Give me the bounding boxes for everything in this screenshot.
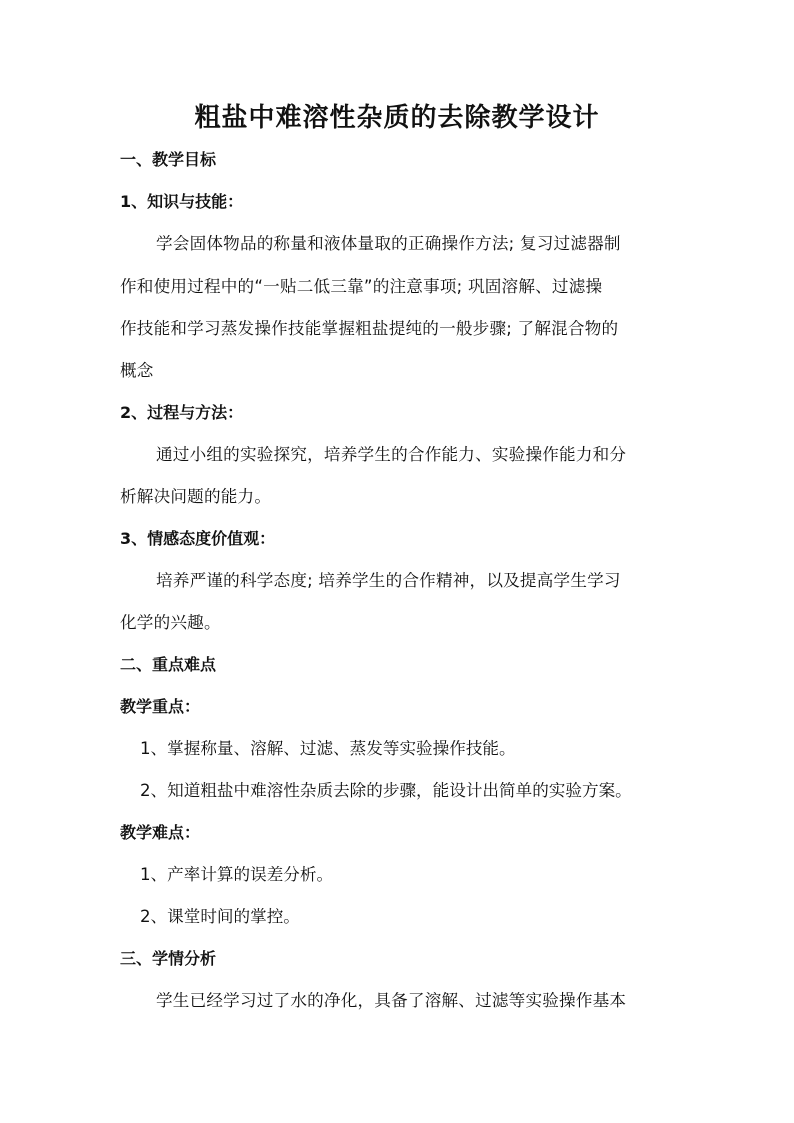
paragraph-line: 培养严谨的科学态度; 培养学生的合作精神，以及提高学生学习 [156, 571, 621, 590]
paragraph-line: 作和使用过程中的“一贴二低三靠”的注意事项; 巩固溶解、过滤操 [120, 277, 603, 296]
section-heading-key-difficult: 二、重点难点 [120, 655, 217, 674]
paragraph-line: 化学的兴趣。 [120, 613, 221, 632]
subheading-knowledge-skills: 1、知识与技能： [120, 192, 244, 211]
list-item: 2、知道粗盐中难溶性杂质去除的步骤，能设计出简单的实验方案。 [140, 781, 632, 800]
paragraph-line: 学生已经学习过了水的净化，具备了溶解、过滤等实验操作基本 [156, 991, 627, 1010]
list-item: 1、产率计算的误差分析。 [140, 865, 334, 884]
section-heading-learner-analysis: 三、学情分析 [120, 949, 217, 968]
subheading-process-methods: 2、过程与方法： [120, 403, 244, 422]
paragraph-line: 概念 [120, 361, 154, 380]
paragraph-line: 学会固体物品的称量和液体量取的正确操作方法; 复习过滤器制 [156, 234, 621, 253]
list-item: 2、课堂时间的掌控。 [140, 907, 300, 926]
subheading-attitude-values: 3、情感态度价值观： [120, 529, 276, 548]
section-heading-objectives: 一、教学目标 [120, 150, 217, 169]
paragraph-line: 析解决问题的能力。 [120, 487, 272, 506]
paragraph-line: 通过小组的实验探究，培养学生的合作能力、实验操作能力和分 [156, 445, 627, 464]
document-title: 粗盐中难溶性杂质的去除教学设计 [194, 103, 600, 133]
subheading-difficult-points: 教学难点： [120, 823, 201, 842]
paragraph-line: 作技能和学习蒸发操作技能掌握粗盐提纯的一般步骤; 了解混合物的 [120, 319, 619, 338]
list-item: 1、掌握称量、溶解、过滤、蒸发等实验操作技能。 [140, 739, 516, 758]
subheading-key-points: 教学重点： [120, 697, 201, 716]
